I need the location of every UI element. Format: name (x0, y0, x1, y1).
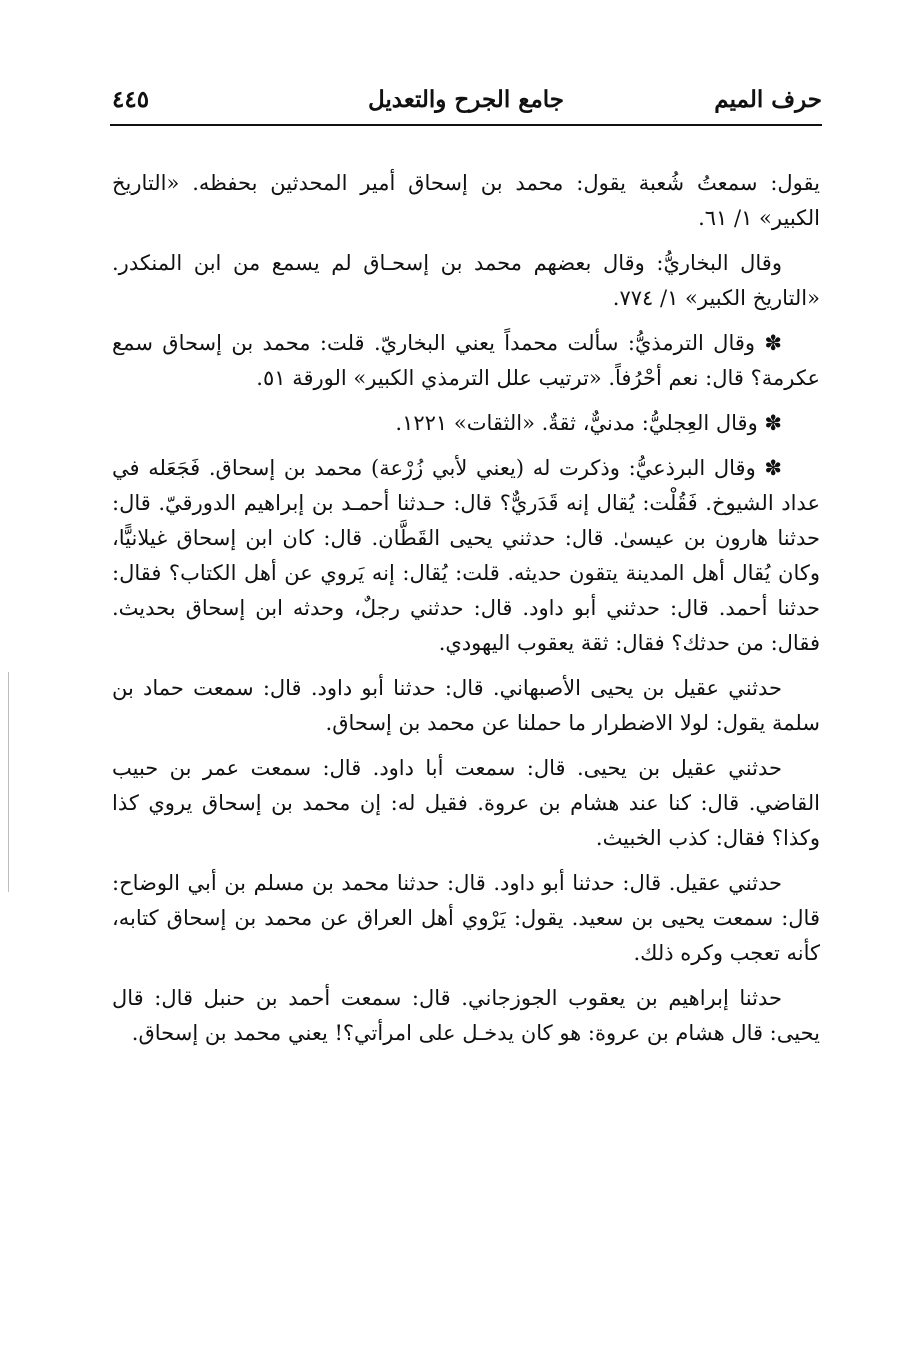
page-number: ٤٤٥ (112, 86, 150, 113)
paragraph-9: حدثنا إبراهيم بن يعقوب الجوزجاني. قال: سمعت أحمد بن حنبل قال: قال يحيى: قال هشام بن عروة: هو كان يدخـل على امرأتي؟! يعني محمد بن إسحاق. (112, 986, 820, 1045)
header-rule (110, 124, 822, 126)
book-title: جامع الجرح والتعديل (367, 86, 565, 113)
paragraph-5: ✽ وقال البرذعيُّ: وذكرت له (يعني لأبي زُرْعة) محمد بن إسحاق. فَجَعَله في عداد الشيوخ. فَقُلْت: يُقال إنه قَدَريٌّ؟ قال: حـدثنا أحمـد بن إبراهيم الدورقيّ. قال: حدثنا هارون بن عيسىٰ. قال: حدثني يحيى القَطَّان. قال: كان ابن إسحاق غيلانيًّا، وكان يُقال أهل المدينة يتقون حديثه. قلت: يُقال: إنه يَروي عن أهل الكتاب؟ فقال: حدثنا أحمد. قال: حدثني أبو داود. قال: حدثني رجلٌ، وحدثه ابن إسحاق بحديث. فقال: من حدثك؟ فقال: ثقة يعقوب اليهودي. (112, 456, 820, 655)
scan-margin-line (8, 672, 9, 892)
paragraph-2: وقال البخاريُّ: وقال بعضهم محمد بن إسحـاق لم يسمع من ابن المنكدر. «التاريخ الكبير» ١/ ٧٧٤. (112, 251, 820, 310)
paragraph-4: ✽ وقال العِجليُّ: مدنيٌّ، ثقةٌ. «الثقات» ١٢٢١. (395, 411, 782, 435)
chapter-title: حرف الميم (714, 86, 822, 113)
paragraph-8: حدثني عقيل. قال: حدثنا أبو داود. قال: حدثنا محمد بن مسلم بن أبي الوضاح: قال: سمعت يحيى بن سعيد. يقول: يَرْوي أهل العراق عن محمد بن إسحاق كتابه، كأنه تعجب وكره ذلك. (112, 871, 820, 965)
page-header (110, 82, 822, 118)
paragraph-6: حدثني عقيل بن يحيى الأصبهاني. قال: حدثنا أبو داود. قال: سمعت حماد بن سلمة يقول: لولا الاضطرار ما حملنا عن محمد بن إسحاق. (112, 676, 820, 735)
page-body (112, 166, 820, 1061)
paragraph-7: حدثني عقيل بن يحيى. قال: سمعت أبا داود. قال: سمعت عمر بن حبيب القاضي. قال: كنا عند هشام بن عروة. فقيل له: إن محمد بن إسحاق يروي كذا وكذا؟ فقال: كذب الخبيث. (112, 756, 820, 850)
paragraph-1: يقول: سمعتُ شُعبة يقول: محمد بن إسحاق أمير المحدثين بحفظه. «التاريخ الكبير» ١/ ٦١. (112, 171, 820, 230)
paragraph-3: ✽ وقال الترمذيُّ: سألت محمداً يعني البخاريّ. قلت: محمد بن إسحاق سمع عكرمة؟ قال: نعم أحْرُفاً. «ترتيب علل الترمذي الكبير» الورقة ٥١. (112, 331, 820, 390)
